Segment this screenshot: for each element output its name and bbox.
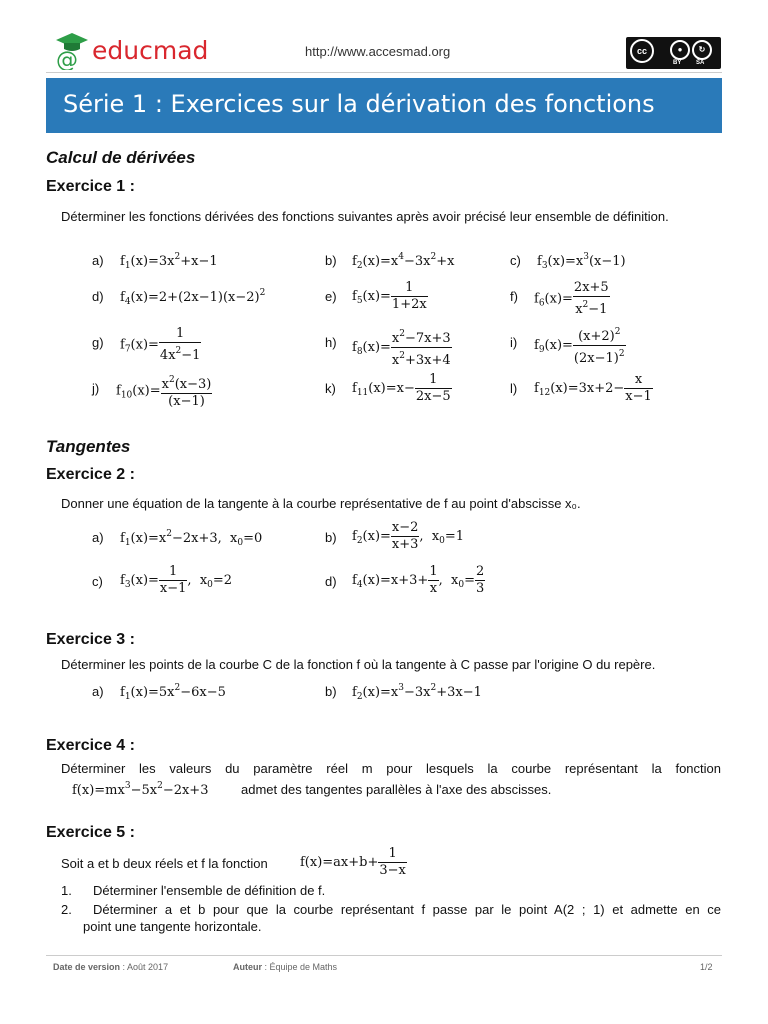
formula-f6: $f_6(x)=$ $\frac{2x+5}{x^2-1}$ <box>534 280 609 317</box>
formula-f9: $f_9(x)=$ $\frac{(x+2)^2}{(2x-1)^2}$ <box>534 324 626 367</box>
item-label: d) <box>325 574 337 589</box>
item-label: l) <box>510 381 518 396</box>
formula-f11: $f_{11}(x)=x-$ $\frac{1}{2x-5}$ <box>352 372 451 404</box>
exercise-4-title: Exercice 4 : <box>46 737 135 754</box>
item-label: j) <box>92 381 100 396</box>
site-url: http://www.accesmad.org <box>305 44 451 59</box>
header-rule <box>46 72 722 73</box>
formula-ex3-b: $f_2(x)=x^3-3x^2+3x-1$ <box>352 683 482 702</box>
exercise-4-text-after: admet des tangentes parallèles à l'axe des abscisses. <box>241 782 552 797</box>
exercise-5-item-2-continued: point une tangente horizontale. <box>83 919 262 934</box>
formula-f4: $f_4(x)=2+(2x-1)(x-2)^2$ <box>120 288 266 307</box>
item-label: b) <box>325 684 337 699</box>
item-label: h) <box>325 335 337 350</box>
exercise-3-title: Exercice 3 : <box>46 631 135 648</box>
title-bar <box>46 78 722 133</box>
version-label: Date de version <box>53 962 121 972</box>
formula-f5: $f_5(x)=$ $\frac{1}{1+2x}$ <box>352 280 427 312</box>
exercise-5-item-2 <box>61 902 721 917</box>
item-label: d) <box>92 289 104 304</box>
formula-ex4: $f(x)=mx^3-5x^2-2x+3$ <box>72 781 209 798</box>
footer-author <box>233 962 337 972</box>
item-label: f) <box>510 289 518 304</box>
formula-f7: $f_7(x)=$ $\frac{1}{4x^2-1}$ <box>120 326 201 363</box>
formula-f3: $f_3(x)=x^3(x-1)$ <box>537 252 626 271</box>
footer-rule <box>46 955 722 956</box>
svg-text:@: @ <box>56 48 78 70</box>
item-number: 1. <box>61 883 72 898</box>
item-label: i) <box>510 335 518 350</box>
item-label: a) <box>92 684 104 699</box>
logo-icon <box>52 30 94 70</box>
author-label: Auteur <box>233 962 262 972</box>
share-alike-icon: ↻ <box>692 40 712 60</box>
exercise-5-title: Exercice 5 : <box>46 824 135 841</box>
exercise-5-item-1 <box>61 883 723 898</box>
formula-f8: $f_8(x)=$ $\frac{x^2-7x+3}{x^2+3x+4}$ <box>352 326 452 369</box>
author-value: : Équipe de Maths <box>262 962 338 972</box>
item-label: b) <box>325 530 337 545</box>
item-label: c) <box>92 574 103 589</box>
exercise-2-text: Donner une équation de la tangente à la courbe représentative de f au point d'abscisse x₀. <box>61 496 581 511</box>
formula-ex5: f(x)=ax+b+ $\frac{1}{3-x}$ <box>300 846 406 878</box>
item-text: Déterminer a et b pour que la courbe représentant f passe par le point A(2 ; 1) et admette en ce <box>93 902 721 917</box>
cc-icon: cc <box>630 39 654 63</box>
formula-f10: $f_{10}(x)=$ $\frac{x^2(x-3)}{(x-1)}$ <box>116 372 212 410</box>
license-sa-label: SA <box>696 60 705 66</box>
page-number: 1/2 <box>700 962 713 972</box>
item-label: k) <box>325 381 336 396</box>
item-text: Déterminer l'ensemble de définition de f. <box>93 883 326 898</box>
exercise-1-text: Déterminer les fonctions dérivées des fonctions suivantes après avoir précisé leur ensemble de définition. <box>61 209 669 224</box>
item-label: e) <box>325 289 337 304</box>
exercise-1-title: Exercice 1 : <box>46 178 135 195</box>
item-label: b) <box>325 253 337 268</box>
formula-ex2-d: $f_4(x)=x+3+$ $\frac{1}{x}$ , $x_0=$ $\frac{2}{3}$ <box>352 564 485 596</box>
item-label: a) <box>92 253 104 268</box>
formula-ex2-b: $f_2(x)=$ $\frac{x-2}{x+3}$ , $x_0=1$ <box>352 520 465 552</box>
formula-f1: $f_1(x)=3x^2+x-1$ <box>120 252 218 271</box>
section-title-tangents: Tangentes <box>46 437 131 456</box>
license-badge <box>626 37 721 69</box>
section-title-derivatives: Calcul de dérivées <box>46 148 196 167</box>
formula-ex2-c: $f_3(x)=$ $\frac{1}{x-1}$ , $x_0=2$ <box>120 564 233 596</box>
exercise-5-intro: Soit a et b deux réels et f la fonction <box>61 856 268 871</box>
page-title: Série 1 : Exercices sur la dérivation des fonctions <box>63 90 655 118</box>
by-person-icon: ● <box>670 40 690 60</box>
exercise-4-text: Déterminer les valeurs du paramètre réel m pour lesquels la courbe représentant la fonction <box>61 761 721 776</box>
item-label: c) <box>510 253 521 268</box>
formula-ex2-a: $f_1(x)=x^2-2x+3$, $x_0=0$ <box>120 529 263 548</box>
footer-version <box>53 962 168 972</box>
exercise-2-title: Exercice 2 : <box>46 466 135 483</box>
formula-f2: $f_2(x)=x^4-3x^2+x$ <box>352 252 455 271</box>
license-by-label: BY <box>673 60 682 66</box>
logo-text: educmad <box>92 36 209 65</box>
logo <box>52 30 209 70</box>
version-value: : Août 2017 <box>120 962 169 972</box>
formula-f12: $f_{12}(x)=3x+2-$ $\frac{x}{x-1}$ <box>534 372 652 404</box>
item-label: g) <box>92 335 104 350</box>
item-number: 2. <box>61 902 72 917</box>
formula-ex3-a: $f_1(x)=5x^2-6x-5$ <box>120 683 226 702</box>
exercise-3-text: Déterminer les points de la courbe C de la fonction f où la tangente à C passe par l'origine O du repère. <box>61 657 656 672</box>
item-label: a) <box>92 530 104 545</box>
